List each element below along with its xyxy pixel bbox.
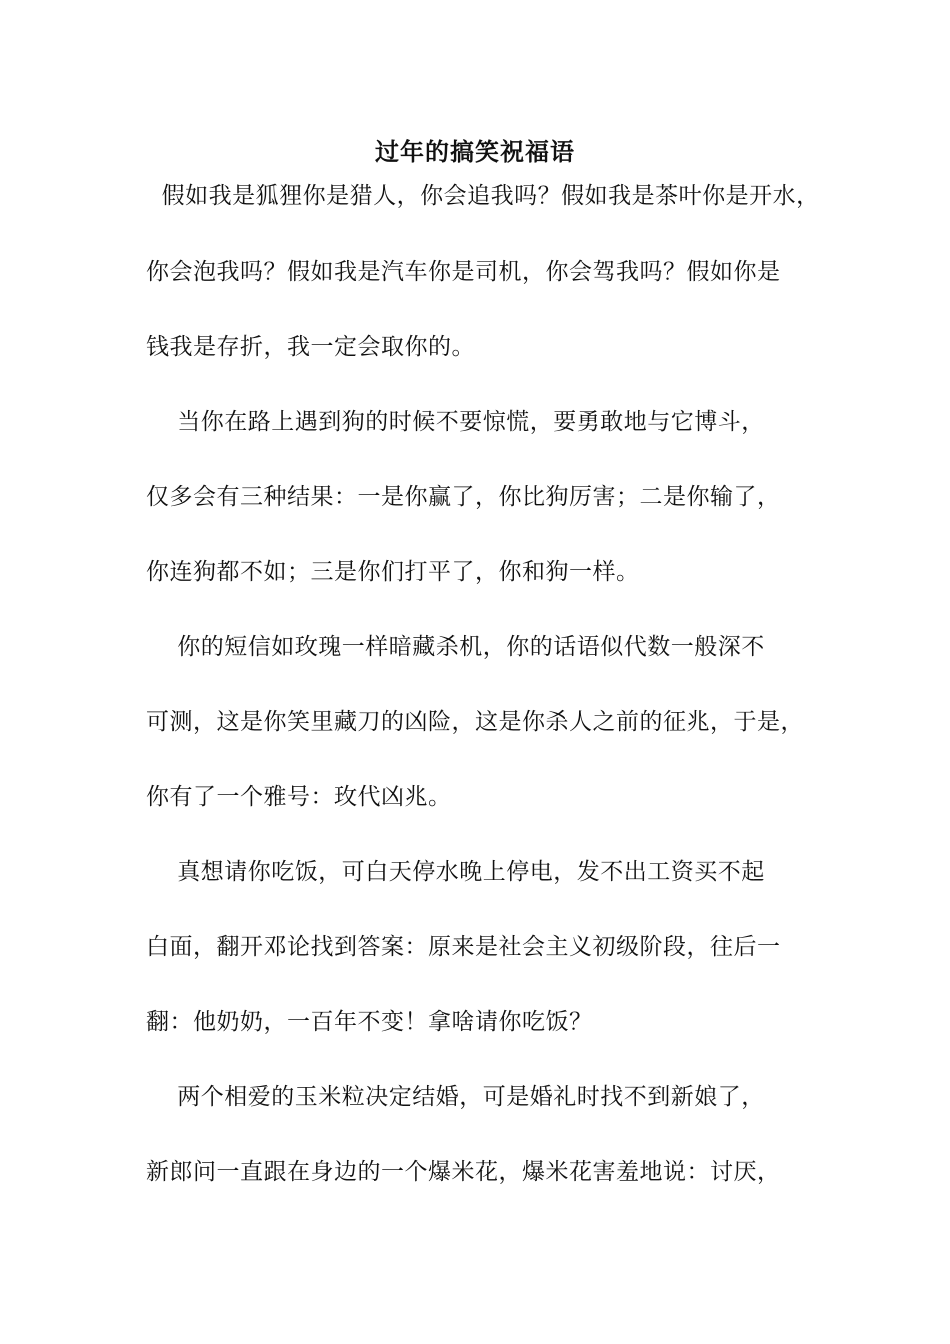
text-line: 可测，这是你笑里藏刀的凶险，这是你杀人之前的征兆，于是， [146, 709, 804, 735]
text-line: 翻：他奶奶，一百年不变！拿啥请你吃饭？ [146, 1009, 593, 1035]
text-line: 你连狗都不如；三是你们打平了，你和狗一样。 [146, 559, 640, 585]
text-line: 白面，翻开邓论找到答案：原来是社会主义初级阶段，往后一 [146, 934, 781, 960]
text-line: 你的短信如玫瑰一样暗藏杀机，你的话语似代数一般深不 [146, 634, 765, 660]
text-line: 两个相爱的玉米粒决定结婚，可是婚礼时找不到新娘了， [146, 1084, 765, 1110]
text-line: 你会泡我吗？假如我是汽车你是司机，你会驾我吗？假如你是 [146, 259, 781, 285]
text-line: 当你在路上遇到狗的时候不要惊慌，要勇敢地与它博斗， [146, 409, 765, 435]
text-line: 真想请你吃饭，可白天停水晚上停电，发不出工资买不起 [146, 859, 765, 885]
document-title: 过年的搞笑祝福语 [375, 137, 575, 166]
text-line: 你有了一个雅号：玫代凶兆。 [146, 784, 452, 810]
text-line: 假如我是狐狸你是猎人，你会追我吗？假如我是茶叶你是开水， [146, 183, 820, 209]
text-line: 新郎问一直跟在身边的一个爆米花，爆米花害羞地说：讨厌， [146, 1159, 781, 1185]
text-line: 仅多会有三种结果：一是你赢了，你比狗厉害；二是你输了， [146, 484, 781, 510]
text-line: 钱我是存折，我一定会取你的。 [146, 334, 475, 360]
